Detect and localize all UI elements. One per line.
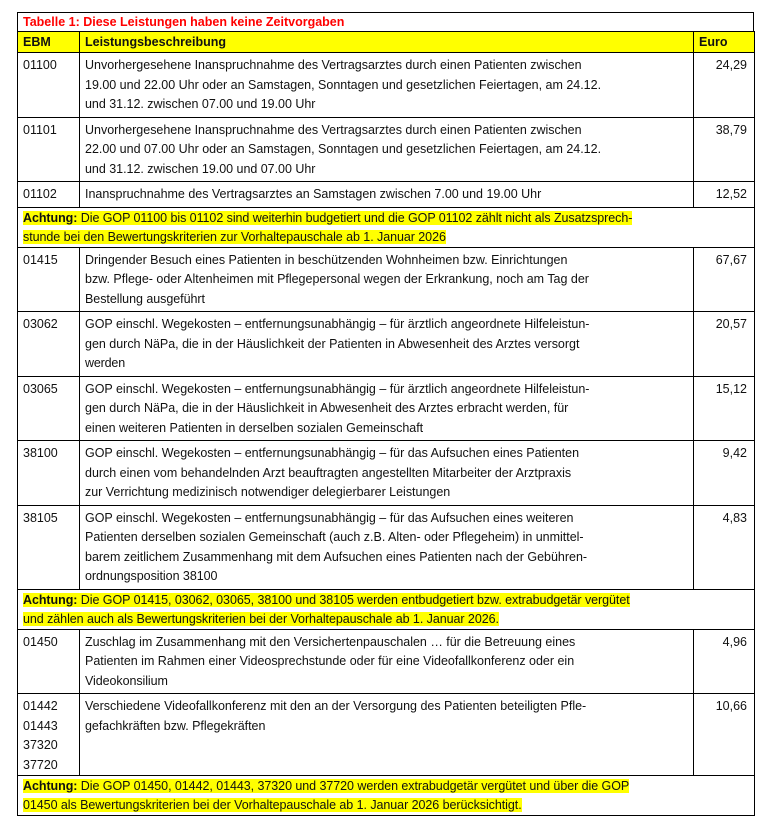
description-line: Inanspruchnahme des Vertragsarztes an Samstagen zwischen 7.00 und 19.00 Uhr xyxy=(85,187,542,201)
ebm-code: 03065 xyxy=(23,381,58,396)
ebm-code: 37720 xyxy=(23,757,58,772)
table-title: Tabelle 1: Diese Leistungen haben keine Zeitvorgaben xyxy=(17,12,754,31)
description-line: Dringender Besuch eines Patienten in beschützenden Wohnheimen bzw. Einrichtungen xyxy=(85,252,568,267)
ebm-code-cell xyxy=(18,376,80,441)
euro-cell: 12,52 xyxy=(694,182,755,208)
ebm-code: 01415 xyxy=(23,252,58,267)
euro-cell: 15,12 xyxy=(694,376,755,441)
note-text: stunde bei den Bewertungskriterien zur Vorhaltepauschale ab 1. Januar 2026 xyxy=(23,229,446,244)
euro-cell: 24,29 xyxy=(694,53,755,118)
description-line: gen durch NäPa, die in der Häuslichkeit in Abwesenheit des Arztes erbracht werden, für xyxy=(85,401,569,415)
description-line: durch einen vom behandelnden Arzt beauftragten angestellten Mitarbeiter der Arztpraxis xyxy=(85,465,572,480)
description-line: 19.00 und 22.00 Uhr oder an Samstagen, Sonntagen und gesetzlichen Feiertagen, am 24.12. xyxy=(85,77,602,92)
ebm-code-cell xyxy=(18,312,80,377)
table-row xyxy=(18,312,755,377)
note-text: und zählen auch als Bewertungskriterien bei der Vorhaltepauschale ab 1. Januar 2026. xyxy=(23,611,499,626)
ebm-code: 01450 xyxy=(23,634,58,649)
note-text: 01450 als Bewertungskriterien bei der Vorhaltepauschale ab 1. Januar 2026 berücksichtigt. xyxy=(23,798,522,812)
header-description: Leistungsbeschreibung xyxy=(80,32,694,53)
euro-cell: 4,96 xyxy=(694,629,755,694)
description-line: GOP einschl. Wegekosten – entfernungsunabhängig – für ärztlich angeordnete Hilfeleistun- xyxy=(85,381,590,396)
note-text: Die GOP 01100 bis 01102 sind weiterhin budgetiert und die GOP 01102 zählt nicht als Zusatzsprech- xyxy=(77,210,633,225)
note-label: Achtung: xyxy=(23,592,78,607)
description-line: ordnungsposition 38100 xyxy=(85,569,218,583)
table-row xyxy=(18,376,755,441)
description-line: GOP einschl. Wegekosten – entfernungsunabhängig – für das Aufsuchen eines Patienten xyxy=(85,446,580,460)
table-row xyxy=(18,629,755,694)
ebm-code: 01101 xyxy=(23,122,57,137)
description-cell xyxy=(80,629,694,694)
table-row xyxy=(18,505,755,589)
description-line: Bestellung ausgeführt xyxy=(85,291,205,306)
note-line xyxy=(23,211,632,225)
note-row xyxy=(18,207,755,247)
note-line xyxy=(23,612,499,626)
description-cell xyxy=(80,376,694,441)
description-cell xyxy=(80,117,694,182)
ebm-code: 01102 xyxy=(23,187,57,201)
description-line: barem zeitlichem Zusammenhang mit dem Aufsuchen eines Patienten nach der Gebühren- xyxy=(85,549,588,564)
description-cell xyxy=(80,182,694,208)
description-line: 22.00 und 07.00 Uhr oder an Samstagen, Sonntagen und gesetzlichen Feiertagen, am 24.12. xyxy=(85,142,602,156)
table-row xyxy=(18,53,755,118)
description-line: Unvorhergesehene Inanspruchnahme des Vertragsarztes durch einen Patienten zwischen xyxy=(85,122,582,137)
ebm-code-cell xyxy=(18,247,80,312)
table-row xyxy=(18,694,755,776)
euro-cell: 10,66 xyxy=(694,694,755,776)
note-row xyxy=(18,776,755,816)
description-line: Zuschlag im Zusammenhang mit den Versichertenpauschalen … für die Betreuung eines xyxy=(85,634,576,649)
document-page xyxy=(17,12,754,816)
ebm-code: 01100 xyxy=(23,58,57,72)
description-cell xyxy=(80,694,694,776)
euro-cell: 9,42 xyxy=(694,441,755,506)
table-row xyxy=(18,247,755,312)
description-cell xyxy=(80,312,694,377)
header-euro: Euro xyxy=(694,32,755,53)
description-line: werden xyxy=(85,356,125,370)
ebm-code-cell xyxy=(18,53,80,118)
note-line xyxy=(23,593,630,607)
ebm-code: 01442 xyxy=(23,699,58,713)
note-line xyxy=(23,779,629,793)
description-line: gefachkräften bzw. Pflegekräften xyxy=(85,718,266,733)
note-label: Achtung: xyxy=(23,779,78,793)
table-row xyxy=(18,441,755,506)
euro-cell: 20,57 xyxy=(694,312,755,377)
ebm-code-cell xyxy=(18,505,80,589)
description-line: und 31.12. zwischen 07.00 und 19.00 Uhr xyxy=(85,97,316,111)
description-line: GOP einschl. Wegekosten – entfernungsunabhängig – für das Aufsuchen eines weiteren xyxy=(85,510,574,525)
note-line xyxy=(23,798,522,812)
description-cell xyxy=(80,53,694,118)
ebm-code-cell xyxy=(18,117,80,182)
euro-cell: 38,79 xyxy=(694,117,755,182)
euro-cell: 67,67 xyxy=(694,247,755,312)
description-line: GOP einschl. Wegekosten – entfernungsunabhängig – für ärztlich angeordnete Hilfeleistun- xyxy=(85,317,590,331)
ebm-code: 38100 xyxy=(23,446,58,460)
description-line: zur Verrichtung medizinisch notwendiger delegierbarer Leistungen xyxy=(85,485,451,499)
description-line: Unvorhergesehene Inanspruchnahme des Vertragsarztes durch einen Patienten zwischen xyxy=(85,58,582,72)
ebm-code: 37320 xyxy=(23,738,58,752)
ebm-code-cell xyxy=(18,182,80,208)
note-cell xyxy=(18,776,755,816)
ebm-code-cell xyxy=(18,441,80,506)
description-line: Verschiedene Videofallkonferenz mit den an der Versorgung des Patienten beteiligten Pfle- xyxy=(85,699,587,713)
description-line: Patienten derselben sozialen Gemeinschaft (auch z.B. Alten- oder Pflegeheim) in unmittel- xyxy=(85,530,584,544)
description-line: gen durch NäPa, die in der Häuslichkeit der Patienten in Abwesenheit des Arztes versorgt xyxy=(85,336,580,351)
description-line: einen weiteren Patienten in derselben sozialen Gemeinschaft xyxy=(85,420,424,435)
ebm-code-cell xyxy=(18,694,80,776)
description-cell xyxy=(80,247,694,312)
header-ebm: EBM xyxy=(18,32,80,53)
description-cell xyxy=(80,441,694,506)
table-header-row xyxy=(18,32,755,53)
note-cell xyxy=(18,207,755,247)
note-line xyxy=(23,230,446,244)
note-text: Die GOP 01415, 03062, 03065, 38100 und 38105 werden entbudgetiert bzw. extrabudgetär vergütet xyxy=(77,592,630,607)
description-line: Patienten im Rahmen einer Videosprechstunde oder für eine Videofallkonferenz oder ein xyxy=(85,654,575,668)
description-line: Videokonsilium xyxy=(85,673,168,688)
table-row xyxy=(18,182,755,208)
note-label: Achtung: xyxy=(23,210,78,225)
ebm-code: 01443 xyxy=(23,718,58,733)
description-cell xyxy=(80,505,694,589)
note-text: Die GOP 01450, 01442, 01443, 37320 und 37720 werden extrabudgetär vergütet und über die GOP xyxy=(77,779,630,793)
euro-cell: 4,83 xyxy=(694,505,755,589)
table-row xyxy=(18,117,755,182)
ebm-code: 03062 xyxy=(23,317,58,331)
table-body xyxy=(18,53,755,816)
ebm-code: 38105 xyxy=(23,510,58,525)
description-line: und 31.12. zwischen 19.00 und 07.00 Uhr xyxy=(85,161,316,176)
note-cell xyxy=(18,589,755,629)
note-row xyxy=(18,589,755,629)
services-table xyxy=(17,31,755,816)
ebm-code-cell xyxy=(18,629,80,694)
description-line: bzw. Pflege- oder Altenheimen mit Pflegepersonal wegen der Erkrankung, noch am Tag der xyxy=(85,272,589,286)
